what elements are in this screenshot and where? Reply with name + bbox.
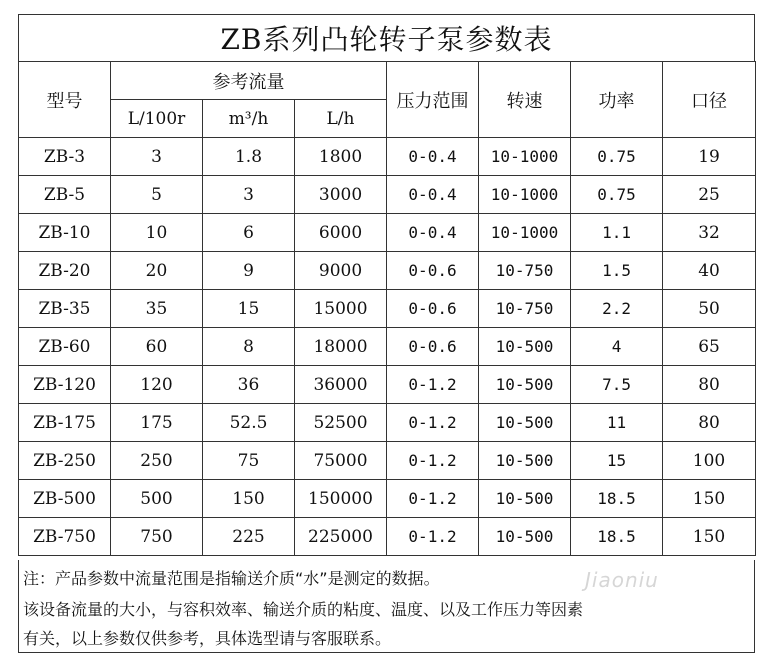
cell-pressure: 0-1.2 bbox=[387, 480, 479, 518]
header-model: 型号 bbox=[19, 62, 111, 138]
cell-speed: 10-500 bbox=[479, 404, 571, 442]
cell-bore: 150 bbox=[663, 518, 756, 556]
cell-flow-l100r: 3 bbox=[111, 138, 203, 176]
header-flow: 参考流量 bbox=[111, 62, 387, 100]
cell-model: ZB-120 bbox=[19, 366, 111, 404]
cell-flow-m3h: 15 bbox=[203, 290, 295, 328]
cell-speed: 10-500 bbox=[479, 518, 571, 556]
cell-model: ZB-60 bbox=[19, 328, 111, 366]
cell-pressure: 0-0.4 bbox=[387, 214, 479, 252]
cell-model: ZB-750 bbox=[19, 518, 111, 556]
watermark: Jiaoniu bbox=[585, 568, 659, 592]
cell-power: 4 bbox=[571, 328, 663, 366]
cell-flow-lh: 15000 bbox=[295, 290, 387, 328]
cell-model: ZB-250 bbox=[19, 442, 111, 480]
cell-flow-m3h: 8 bbox=[203, 328, 295, 366]
cell-flow-m3h: 1.8 bbox=[203, 138, 295, 176]
cell-speed: 10-500 bbox=[479, 328, 571, 366]
cell-speed: 10-500 bbox=[479, 480, 571, 518]
cell-bore: 80 bbox=[663, 404, 756, 442]
table-title: ZB系列凸轮转子泵参数表 bbox=[18, 14, 755, 61]
cell-model: ZB-175 bbox=[19, 404, 111, 442]
header-flow-unit-m3h: m³/h bbox=[203, 100, 295, 138]
cell-flow-l100r: 10 bbox=[111, 214, 203, 252]
table-row bbox=[19, 290, 756, 328]
cell-flow-m3h: 3 bbox=[203, 176, 295, 214]
note-line-2: 该设备流量的大小，与容积效率、输送介质的粘度、温度、以及工作压力等因素 bbox=[23, 600, 584, 619]
cell-flow-m3h: 36 bbox=[203, 366, 295, 404]
table-row bbox=[19, 252, 756, 290]
table-row bbox=[19, 404, 756, 442]
cell-pressure: 0-1.2 bbox=[387, 518, 479, 556]
cell-flow-m3h: 6 bbox=[203, 214, 295, 252]
table-row bbox=[19, 138, 756, 176]
cell-speed: 10-1000 bbox=[479, 138, 571, 176]
cell-flow-lh: 1800 bbox=[295, 138, 387, 176]
cell-power: 7.5 bbox=[571, 366, 663, 404]
cell-speed: 10-500 bbox=[479, 442, 571, 480]
cell-power: 15 bbox=[571, 442, 663, 480]
cell-bore: 65 bbox=[663, 328, 756, 366]
cell-pressure: 0-0.4 bbox=[387, 138, 479, 176]
cell-power: 1.1 bbox=[571, 214, 663, 252]
cell-flow-l100r: 175 bbox=[111, 404, 203, 442]
cell-model: ZB-10 bbox=[19, 214, 111, 252]
cell-bore: 150 bbox=[663, 480, 756, 518]
table-row bbox=[19, 176, 756, 214]
cell-bore: 25 bbox=[663, 176, 756, 214]
cell-power: 2.2 bbox=[571, 290, 663, 328]
cell-flow-l100r: 35 bbox=[111, 290, 203, 328]
cell-bore: 50 bbox=[663, 290, 756, 328]
cell-flow-m3h: 9 bbox=[203, 252, 295, 290]
cell-flow-lh: 225000 bbox=[295, 518, 387, 556]
cell-flow-lh: 52500 bbox=[295, 404, 387, 442]
cell-power: 18.5 bbox=[571, 518, 663, 556]
cell-flow-lh: 3000 bbox=[295, 176, 387, 214]
cell-power: 1.5 bbox=[571, 252, 663, 290]
cell-bore: 80 bbox=[663, 366, 756, 404]
cell-power: 11 bbox=[571, 404, 663, 442]
cell-bore: 32 bbox=[663, 214, 756, 252]
table-row bbox=[19, 442, 756, 480]
cell-model: ZB-500 bbox=[19, 480, 111, 518]
spec-table bbox=[18, 61, 756, 556]
header-flow-unit-lh: L/h bbox=[295, 100, 387, 138]
table-row bbox=[19, 480, 756, 518]
cell-bore: 19 bbox=[663, 138, 756, 176]
cell-flow-m3h: 52.5 bbox=[203, 404, 295, 442]
spec-table-body bbox=[19, 138, 756, 556]
cell-flow-l100r: 750 bbox=[111, 518, 203, 556]
cell-pressure: 0-0.6 bbox=[387, 290, 479, 328]
cell-flow-l100r: 20 bbox=[111, 252, 203, 290]
cell-model: ZB-20 bbox=[19, 252, 111, 290]
cell-flow-l100r: 5 bbox=[111, 176, 203, 214]
cell-flow-l100r: 120 bbox=[111, 366, 203, 404]
cell-bore: 40 bbox=[663, 252, 756, 290]
cell-flow-lh: 6000 bbox=[295, 214, 387, 252]
cell-pressure: 0-0.6 bbox=[387, 252, 479, 290]
header-bore: 口径 bbox=[663, 62, 756, 138]
cell-flow-lh: 36000 bbox=[295, 366, 387, 404]
cell-pressure: 0-1.2 bbox=[387, 366, 479, 404]
cell-model: ZB-35 bbox=[19, 290, 111, 328]
table-row bbox=[19, 214, 756, 252]
cell-pressure: 0-0.6 bbox=[387, 328, 479, 366]
cell-flow-l100r: 250 bbox=[111, 442, 203, 480]
cell-speed: 10-750 bbox=[479, 252, 571, 290]
cell-speed: 10-1000 bbox=[479, 176, 571, 214]
cell-pressure: 0-1.2 bbox=[387, 442, 479, 480]
header-pressure: 压力范围 bbox=[387, 62, 479, 138]
note-line-1: 注：产品参数中流量范围是指输送介质“水”是测定的数据。 bbox=[23, 569, 440, 588]
table-row bbox=[19, 366, 756, 404]
cell-flow-l100r: 500 bbox=[111, 480, 203, 518]
cell-pressure: 0-0.4 bbox=[387, 176, 479, 214]
cell-flow-lh: 150000 bbox=[295, 480, 387, 518]
note-line-3: 有关，以上参数仅供参考，具体选型请与客服联系。 bbox=[23, 629, 392, 648]
cell-power: 18.5 bbox=[571, 480, 663, 518]
spec-sheet bbox=[18, 14, 755, 654]
cell-flow-lh: 9000 bbox=[295, 252, 387, 290]
cell-flow-lh: 75000 bbox=[295, 442, 387, 480]
cell-power: 0.75 bbox=[571, 176, 663, 214]
cell-speed: 10-1000 bbox=[479, 214, 571, 252]
cell-flow-l100r: 60 bbox=[111, 328, 203, 366]
header-flow-unit-l100r: L/100r bbox=[111, 100, 203, 138]
header-speed: 转速 bbox=[479, 62, 571, 138]
cell-speed: 10-500 bbox=[479, 366, 571, 404]
table-row bbox=[19, 518, 756, 556]
cell-flow-m3h: 75 bbox=[203, 442, 295, 480]
cell-pressure: 0-1.2 bbox=[387, 404, 479, 442]
header-power: 功率 bbox=[571, 62, 663, 138]
cell-model: ZB-5 bbox=[19, 176, 111, 214]
cell-power: 0.75 bbox=[571, 138, 663, 176]
cell-flow-lh: 18000 bbox=[295, 328, 387, 366]
cell-flow-m3h: 150 bbox=[203, 480, 295, 518]
cell-model: ZB-3 bbox=[19, 138, 111, 176]
cell-flow-m3h: 225 bbox=[203, 518, 295, 556]
table-row bbox=[19, 328, 756, 366]
cell-speed: 10-750 bbox=[479, 290, 571, 328]
cell-bore: 100 bbox=[663, 442, 756, 480]
